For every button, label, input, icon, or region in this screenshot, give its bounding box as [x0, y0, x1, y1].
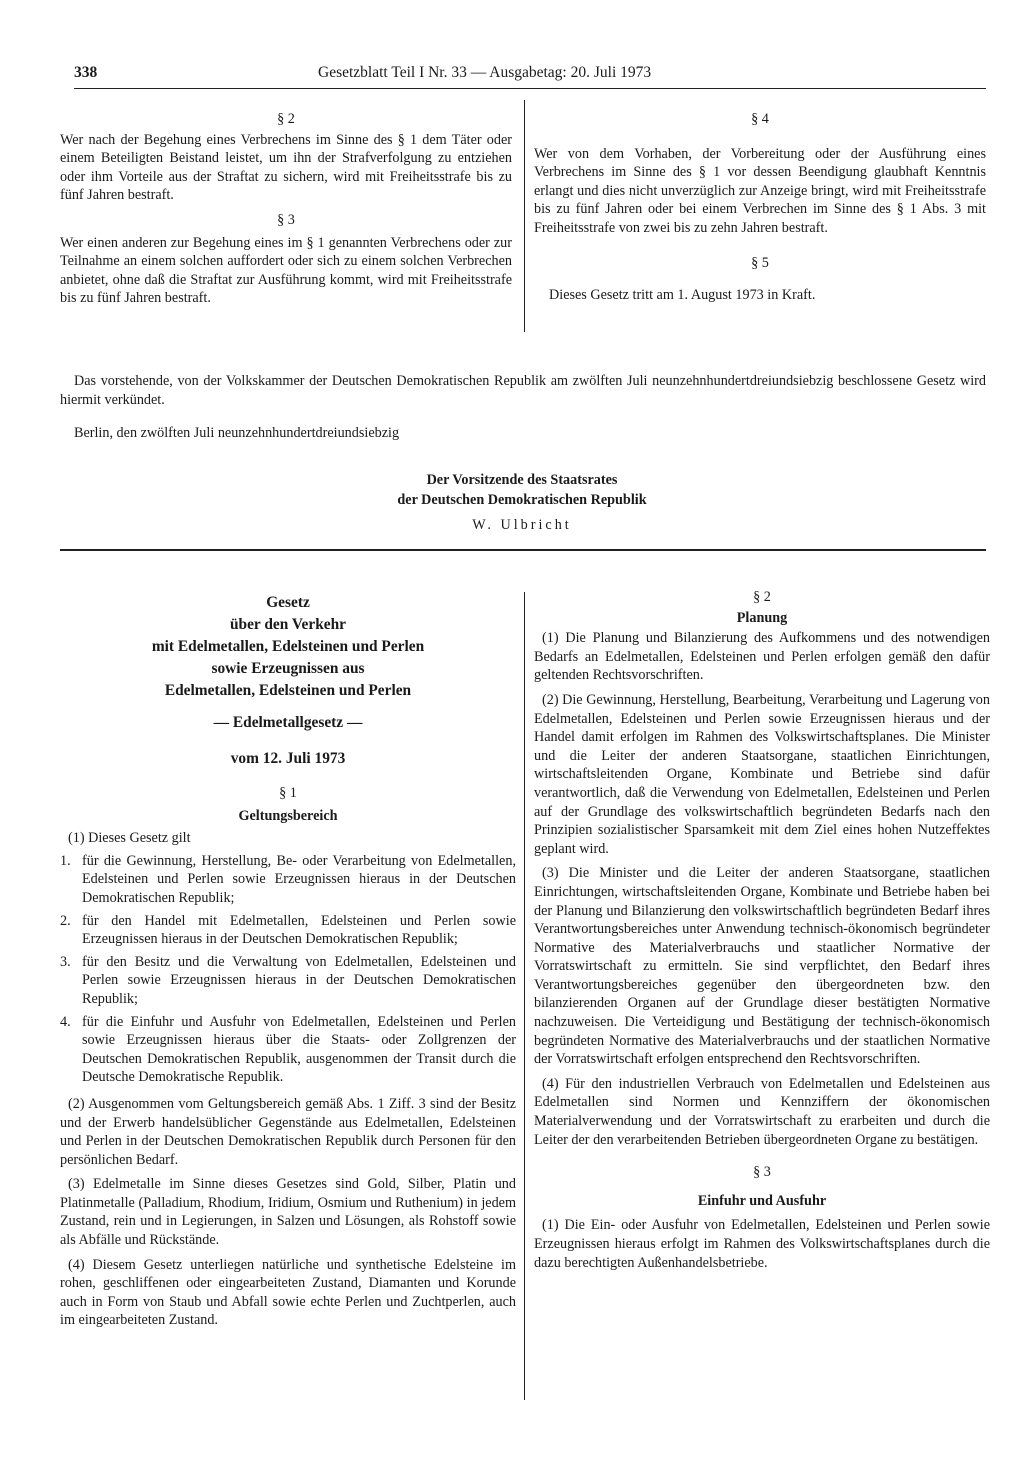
column-divider-bottom — [524, 592, 525, 1400]
header-rule — [74, 88, 986, 89]
sec2-para4: (4) Für den industriellen Verbrauch von Edelmetallen und Edelsteinen aus Edelmetallen sind Normen und Kennziffern der ökonomischen Materialverwendung und der Vorratswirtschaft zu erarbeiten und durch die Leiter der den verarbeitenden Betrieben übergeordneten Organe zu bestätigen. — [534, 1075, 990, 1148]
sec2-para2: (2) Die Gewinnung, Herstellung, Bearbeitung, Verarbeitung und Lagerung von Edelmetallen, Edelsteinen und Perlen sowie Erzeugnissen hieraus und der Handel damit erfolgen im Rahmen des Volkswirtschaftsplanes. Die Minister und die Leiter der anderen Staatsorgane, staatlichen Einrichtungen, wirtschaftsleitenden Organe, Kombinate und Betriebe sind dafür verantwortlich, daß die Verwendung von Edelmetallen, Edelsteinen und Perlen auf der Grundlage des volkswirtschaftlich begründeten Bedarfs nach den Prinzipien sozialistischer Sparsamkeit mit dem Ziel eines hohen Nutzeffektes geplant wird. — [534, 691, 990, 857]
list-item-number: 2. — [60, 912, 71, 929]
promulgation-text: Das vorstehende, von der Volkskammer der Deutschen Demokratischen Republik am zwölften Juli neunzehnhundertdreiundsiebzig beschlossene Gesetz wird hiermit verkündet. — [60, 373, 986, 408]
section-heading-2b: § 2 — [753, 589, 771, 605]
section-heading-3: § 3 — [277, 211, 295, 228]
list-item-number: 1. — [60, 852, 71, 869]
section-2-title: Planung — [736, 609, 788, 626]
prev-law-left-column — [60, 110, 512, 308]
signatory-title-line1: Der Vorsitzende des Staatsrates — [426, 472, 618, 488]
law-title-line-5: Edelmetallen, Edelsteinen und Perlen — [164, 682, 412, 699]
new-law-right-column — [534, 588, 990, 1272]
signatory-title-line2: der Deutschen Demokratischen Republik — [397, 492, 647, 508]
law-title-line-1: Gesetz — [266, 594, 310, 611]
section-2-text: Wer nach der Begehung eines Verbrechens im Sinne des § 1 dem Täter oder einem Beteiligten Beistand leistet, um ihn der Strafverfolgung zu entziehen oder ihm Vorteile aus der Straftat zu sichern, wird mit Freiheitsstrafe bis zu fünf Jahren bestraft. — [60, 131, 512, 204]
list-item-text: für den Besitz und die Verwaltung von Edelmetallen, Edelsteinen und Perlen sowie Erzeugnissen hieraus in der Deutschen Demokratischen Republik; — [82, 953, 516, 1007]
law-short-title: — Edelmetallgesetz — — [213, 714, 363, 731]
signatory-name: W. Ulbricht — [472, 517, 572, 533]
section-heading-5: § 5 — [751, 254, 769, 271]
sec1-para2: (2) Ausgenommen vom Geltungsbereich gemäß Abs. 1 Ziff. 3 sind der Besitz und der Erwerb handelsüblicher Gegenstände aus Edelmetallen, Edelsteinen und Perlen in der Deutschen Demokratischen Republik durch Personen für den persönlichen Bedarf. — [60, 1095, 516, 1168]
list-item — [60, 953, 516, 1009]
list-item-number: 4. — [60, 1013, 71, 1030]
column-divider-top — [524, 100, 525, 332]
list-item-number: 3. — [60, 953, 71, 970]
signature-block — [250, 470, 794, 535]
sec1-para1-intro: (1) Dieses Gesetz gilt — [68, 830, 191, 847]
gazette-header: Gesetzblatt Teil I Nr. 33 — Ausgabetag: 20. Juli 1973 — [318, 64, 652, 81]
sec1-item-list — [60, 852, 516, 1087]
law-title-line-3: mit Edelmetallen, Edelsteinen und Perlen — [151, 638, 425, 655]
list-item-text: für die Gewinnung, Herstellung, Be- oder Verarbeitung von Edelmetallen, Edelsteinen und Perlen sowie Erzeugnissen hieraus in der Deutschen Demokratischen Republik; — [82, 852, 516, 906]
page-number: 338 — [74, 64, 98, 81]
list-item — [60, 1013, 516, 1087]
list-item — [60, 852, 516, 908]
sec2-para3: (3) Die Minister und die Leiter der anderen Staatsorgane, staatlichen Einrichtungen, wirtschaftsleitenden Organe, Kombinate und Betriebe haben bei der Planung und Bilanzierung den volkswirtschaftlich begründeten Bedarf ihres Verantwortungsbereiches unter Anwendung technisch-ökonomisch begründeter Normative des Materialverbrauchs und staatlicher Normative der Vorratswirtschaft zu ermitteln. Sie sind verpflichtet, den Bedarf ihres Verantwortungsbereiches gegenüber den übergeordneten bzw. den bilanzierenden Organen auf der Grundlage dieser bestätigten Normative nachzuweisen. Die Verteidigung und Bestätigung der technisch-ökonomisch begründeten Normative des Materialverbrauchs und der staatlichen Normative der Vorratswirtschaft erfolgen entsprechend den Rechtsvorschriften. — [534, 865, 990, 1068]
section-4-text: Wer von dem Vorhaben, der Vorbereitung oder der Ausführung eines Verbrechens im Sinne des § 1 vor dessen Beendigung glaubhaft Kenntnis erlangt und dies nicht unverzüglich zur Anzeige bringt, wird mit Freiheitsstrafe bis zu fünf Jahren oder bei einem Verbrechen im Sinne des § 1 Abs. 3 mit Freiheitsstrafe von zwei bis zu zehn Jahren bestraft. — [534, 145, 986, 236]
law-title-line-2: über den Verkehr — [229, 616, 346, 633]
promulgation-block — [60, 372, 986, 443]
place-date: Berlin, den zwölften Juli neunzehnhundertdreiundsiebzig — [74, 425, 400, 442]
law-date: vom 12. Juli 1973 — [230, 750, 346, 767]
section-3-title: Einfuhr und Ausfuhr — [697, 1192, 827, 1209]
list-item-text: für den Handel mit Edelmetallen, Edelsteinen und Perlen sowie Erzeugnissen hieraus in der Deutschen Demokratischen Republik; — [82, 912, 516, 948]
section-heading-3b: § 3 — [753, 1164, 771, 1181]
section-1-title: Geltungsbereich — [238, 807, 338, 824]
section-5-text: Dieses Gesetz tritt am 1. August 1973 in Kraft. — [549, 287, 816, 304]
section-heading-4: § 4 — [751, 111, 769, 127]
prev-law-right-column — [534, 110, 986, 305]
sec1-para3: (3) Edelmetalle im Sinne dieses Gesetzes sind Gold, Silber, Platin und Platinmetalle (Palladium, Rhodium, Iridium, Osmium und Ruthenium) in jedem Zustand, rein und in Legierungen, in Salzen und Lösungen, als Rohstoff sowie als Abfälle und Rückstände. — [60, 1176, 516, 1249]
sec2-para1: (1) Die Planung und Bilanzierung des Aufkommens und des notwendigen Bedarfs an Edelmetallen, Edelsteinen und Perlen erfolgen gemäß den dafür geltenden Rechtsvorschriften. — [534, 630, 990, 684]
section-heading-2: § 2 — [277, 111, 295, 127]
list-item — [60, 912, 516, 949]
sec3-para1: (1) Die Ein- oder Ausfuhr von Edelmetallen, Edelsteinen und Perlen sowie Erzeugnissen hieraus erfolgt im Rahmen des Volkswirtschaftsplanes durch die dazu berechtigten Außenhandelsbetriebe. — [534, 1217, 990, 1271]
separator-rule — [60, 549, 986, 551]
section-3-text: Wer einen anderen zur Begehung eines im § 1 genannten Verbrechens oder zur Teilnahme an einem solchen auffordert oder sich zu einem solchen Verbrechen anbietet, ohne daß die Straftat zur Ausführung kommt, wird mit Freiheitsstrafe bis zu fünf Jahren bestraft. — [60, 234, 512, 307]
law-title-line-4: sowie Erzeugnissen aus — [211, 660, 365, 677]
new-law-left-column — [60, 592, 516, 1330]
list-item-text: für die Einfuhr und Ausfuhr von Edelmetallen, Edelsteinen und Perlen sowie Erzeugnissen hieraus über die Staats- oder Zollgrenzen der Deutschen Demokratischen Republik, ausgenommen der Transit durch die Deutsche Demokratische Republik. — [82, 1013, 516, 1086]
sec1-para4: (4) Diesem Gesetz unterliegen natürliche und synthetische Edelsteine im rohen, geschliffenen oder eingearbeiteten Zustand, Diamanten und Korunde auch in Form von Staub und Abfall sowie echte Perlen und Zuchtperlen, auch im eingearbeiteten Zustand. — [60, 1256, 516, 1329]
section-heading-1: § 1 — [279, 785, 297, 801]
